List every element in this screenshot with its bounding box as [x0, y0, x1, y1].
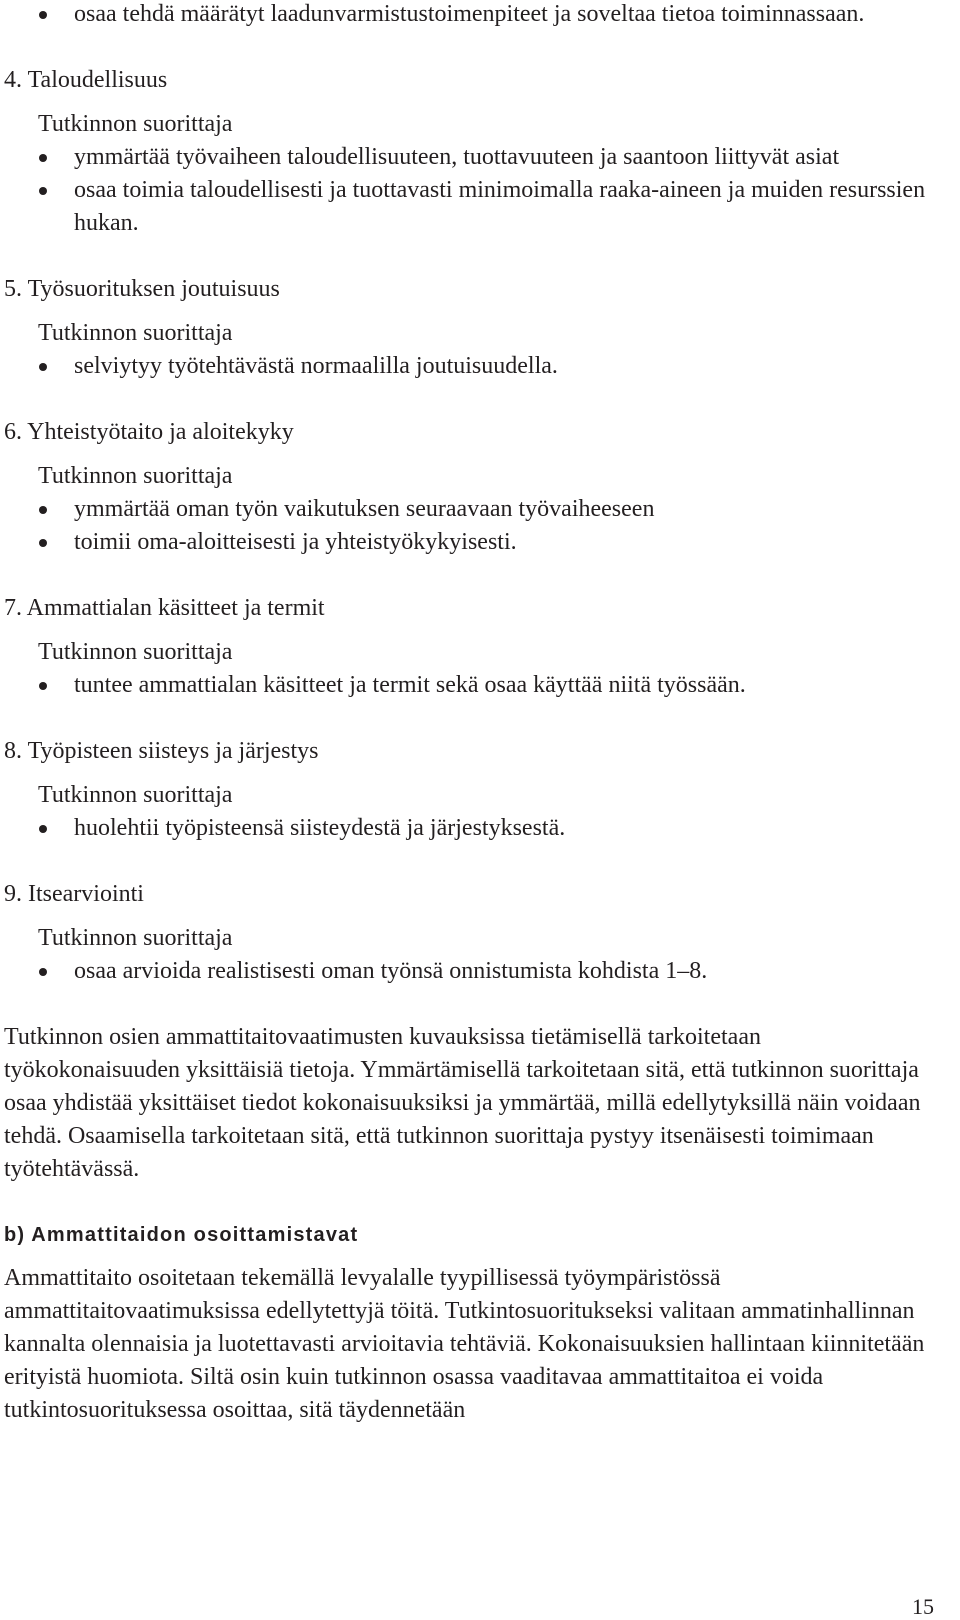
section-5	[4, 273, 934, 383]
list-item	[4, 955, 934, 988]
list-item-text: toimii oma-aloitteisesti ja yhteistyökykyisesti.	[74, 529, 517, 555]
list-item-text: ymmärtää oman työn vaikutuksen seuraavaan työvaiheeseen	[74, 496, 655, 522]
section-8	[4, 735, 934, 845]
section-title: 7. Ammattialan käsitteet ja termit	[4, 595, 325, 621]
list-item	[4, 669, 934, 702]
list-item-text: huolehtii työpisteensä siisteydestä ja järjestyksestä.	[74, 815, 566, 841]
section-list	[4, 350, 934, 383]
section-list	[4, 812, 934, 845]
bullet-icon	[39, 825, 47, 833]
bullet-icon	[39, 363, 47, 371]
list-item	[4, 174, 934, 240]
section-4	[4, 64, 934, 240]
section-subject: Tutkinnon suorittaja	[38, 463, 233, 489]
list-item	[4, 812, 934, 845]
list-item-text: ymmärtää työvaiheen taloudellisuuteen, tuottavuuteen ja saantoon liittyvät asiat	[74, 144, 840, 170]
bullet-icon	[39, 154, 47, 162]
bullet-icon	[39, 539, 47, 547]
intro-list	[4, 0, 934, 31]
list-item-text: tuntee ammattialan käsitteet ja termit sekä osaa käyttää niitä työssään.	[74, 672, 746, 698]
document-page	[4, 0, 934, 1427]
section-title: 5. Työsuorituksen joutuisuus	[4, 276, 280, 302]
section-title: 9. Itsearviointi	[4, 881, 144, 907]
section-list	[4, 141, 934, 240]
list-item	[4, 141, 934, 174]
section-subject: Tutkinnon suorittaja	[38, 111, 233, 137]
bullet-icon	[39, 968, 47, 976]
section-title: 4. Taloudellisuus	[4, 67, 168, 93]
section-title: 8. Työpisteen siisteys ja järjestys	[4, 738, 319, 764]
list-item	[4, 526, 934, 559]
bullet-icon	[39, 506, 47, 514]
section-subject: Tutkinnon suorittaja	[38, 639, 233, 665]
section-subject: Tutkinnon suorittaja	[38, 782, 233, 808]
list-item	[4, 493, 934, 526]
section-list	[4, 669, 934, 702]
section-subject: Tutkinnon suorittaja	[38, 925, 233, 951]
list-item-text: osaa arvioida realistisesti oman työnsä onnistumista kohdista 1–8.	[74, 958, 708, 984]
section-subject: Tutkinnon suorittaja	[38, 320, 233, 346]
list-item-text: selviytyy työtehtävästä normaalilla joutuisuudella.	[74, 353, 558, 379]
section-title: 6. Yhteistyötaito ja aloitekyky	[4, 419, 294, 445]
list-item-text: osaa tehdä määrätyt laadunvarmistustoimenpiteet ja soveltaa tietoa toiminnassaan.	[74, 1, 865, 27]
list-item-text: osaa toimia taloudellisesti ja tuottavasti minimoimalla raaka-aineen ja muiden resurssien hukan.	[74, 177, 926, 236]
list-item	[4, 0, 934, 31]
paragraph-definitions: Tutkinnon osien ammattitaitovaatimusten kuvauksissa tietämisellä tarkoitetaan työkokonaisuuden yksittäisiä tietoja. Ymmärtämisellä tarkoitetaan sitä, että tutkinnon suorittaja osaa yhdistää yksittäiset tiedot kokonaisuuksiksi ja ymmärtää, millä edellytyksillä näin voidaan tehdä. Osaamisella tarkoitetaan sitä, että tutkinnon suorittaja pystyy itsenäisesti toimimaan työtehtävässä.	[4, 1024, 921, 1182]
list-item	[4, 350, 934, 383]
section-9	[4, 878, 934, 988]
section-list	[4, 955, 934, 988]
section-7	[4, 592, 934, 702]
paragraph-demonstration: Ammattitaito osoitetaan tekemällä levyalalle tyypillisessä työympäristössä ammattitaitovaatimuksissa edellytettyjä töitä. Tutkintosuoritukseksi valitaan ammatinhallinnan kannalta olennaisia ja luotettavasti arvioitavia tehtäviä. Kokonaisuuksien hallintaan kiinnitetään erityistä huomiota. Siltä osin kuin tutkinnon osassa vaaditavaa ammattitaitoa ei voida tutkintosuorituksessa osoittaa, sitä täydennetään	[4, 1265, 925, 1423]
section-heading-b: b) Ammattitaidon osoittamistavat	[4, 1224, 359, 1246]
section-list	[4, 493, 934, 559]
bullet-icon	[39, 187, 47, 195]
section-6	[4, 416, 934, 559]
page-number: 15	[912, 1594, 934, 1619]
bullet-icon	[39, 682, 47, 690]
bullet-icon	[39, 11, 47, 19]
